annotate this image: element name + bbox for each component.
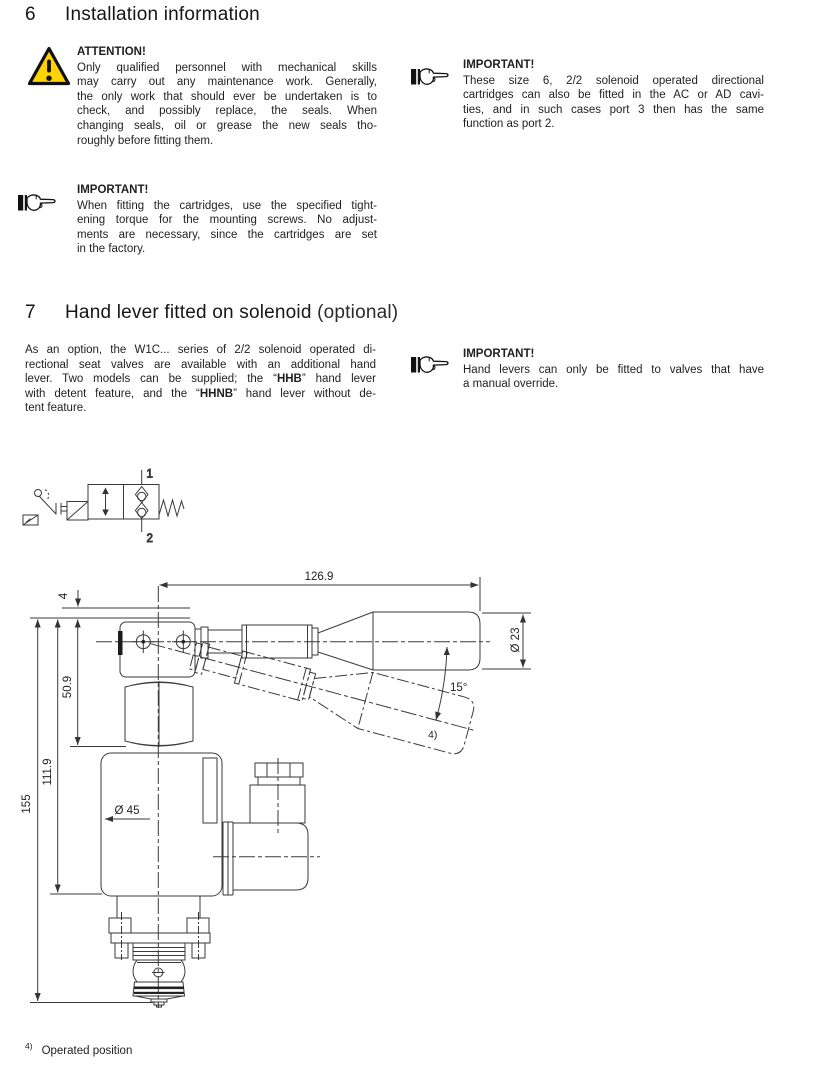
dim-coil-dia-label: Ø 45: [114, 805, 140, 817]
bolt-centerlines: [122, 912, 199, 960]
hand-lever-operated: [142, 615, 483, 758]
solenoid-coil: [101, 753, 222, 896]
dim-total-height-label: 155: [21, 794, 33, 814]
text-line: changing seals, oil or grease the new seals tho-: [77, 119, 377, 132]
section-7-number: 7: [25, 302, 36, 323]
important-cavity-body: [463, 74, 764, 132]
dim-angle-label: 15°: [450, 682, 468, 694]
footnote-operated-position: [25, 1041, 132, 1057]
section-6-number: 6: [25, 4, 36, 25]
text-line: Only qualified personnel with mechanical skills: [77, 61, 377, 74]
dimension-lines: [38, 585, 523, 1001]
text-line: roughly before fitting them.: [77, 134, 214, 147]
dim-length-label: 126.9: [304, 571, 334, 583]
text-line: rectional seat valves are available with an additional hand: [25, 358, 376, 371]
important-fitting-title: IMPORTANT!: [77, 184, 149, 196]
warning-triangle-icon: [26, 45, 72, 87]
port-2-label: 2: [146, 533, 153, 545]
important-cavity-notice: [463, 58, 764, 132]
text-line: cartridges can also be fitted in the AC or AD cavi-: [463, 89, 764, 102]
text-line: ening torque for the mounting screws. No adjust-: [77, 214, 377, 227]
attention-notice: [77, 45, 377, 148]
extension-lines: [30, 577, 531, 1003]
text-line: a manual override.: [463, 378, 559, 391]
port-1-label: 1: [146, 468, 153, 481]
dim-nut-height-label: 50.9: [62, 675, 74, 699]
section-6-heading: [25, 4, 260, 26]
centerlines: [96, 586, 490, 1008]
cartridge: [109, 896, 210, 1007]
section-7-intro: [25, 343, 376, 416]
pointing-hand-icon: [410, 352, 450, 377]
lever-bracket: [118, 622, 195, 677]
text-line: When fitting the cartridges, use the specified tight-: [77, 199, 377, 212]
text-line: in the factory.: [77, 243, 146, 256]
text-line: Hand levers can only be fitted to valves that have: [463, 363, 764, 376]
section-6-title: Installation information: [65, 4, 260, 25]
attention-body: [77, 61, 377, 149]
dim-top-offset-label: 4: [58, 592, 70, 600]
text-line: may carry out any maintenance work. Generally,: [77, 76, 377, 89]
footnote-ref: 4): [25, 1041, 33, 1051]
dim-coil-height-label: 111.9: [42, 758, 54, 786]
important-lever-title: IMPORTANT!: [463, 348, 535, 360]
important-lever-notice: [463, 347, 764, 392]
pointing-hand-icon: [410, 64, 450, 89]
section-7-heading: [25, 302, 398, 324]
important-fitting-notice: [77, 183, 377, 257]
operated-ref-label: 4): [428, 729, 438, 741]
hex-nut: [125, 681, 193, 747]
dim-grip-dia-label: Ø 23: [510, 627, 522, 653]
valve-outline-drawing: [21, 571, 531, 1008]
text-line: ments are necessary, since the cartridges are set: [77, 228, 377, 241]
text-line: lever. Two models can be supplied; the “HHB” hand lever: [25, 373, 376, 386]
text-line: As an option, the W1C... series of 2/2 solenoid operated di-: [25, 344, 376, 356]
hydraulic-symbol: [23, 469, 184, 546]
attention-title: ATTENTION!: [77, 46, 146, 58]
text-line: ties, and in such cases port 3 then has the same: [463, 103, 764, 116]
text-line: the only work that should ever be undertaken is to: [77, 90, 377, 103]
important-fitting-body: [77, 199, 377, 257]
important-lever-body: [463, 363, 764, 392]
hand-lever-rest: [195, 612, 480, 670]
pointing-hand-icon: [17, 190, 57, 215]
important-cavity-title: IMPORTANT!: [463, 59, 535, 71]
section-7-title-suffix: (optional): [311, 302, 399, 323]
din-connector: [223, 763, 308, 895]
text-line: check, and possibly replace, the seals. When: [77, 105, 377, 118]
footnote-text: Operated position: [41, 1044, 133, 1057]
text-line: These size 6, 2/2 solenoid operated directional: [463, 74, 764, 87]
text-line: function as port 2.: [463, 118, 555, 131]
text-line: tent feature.: [25, 402, 87, 415]
text-line: with detent feature, and the “HHNB” hand lever without de-: [25, 387, 376, 400]
section-7-title: Hand lever fitted on solenoid: [65, 302, 312, 323]
